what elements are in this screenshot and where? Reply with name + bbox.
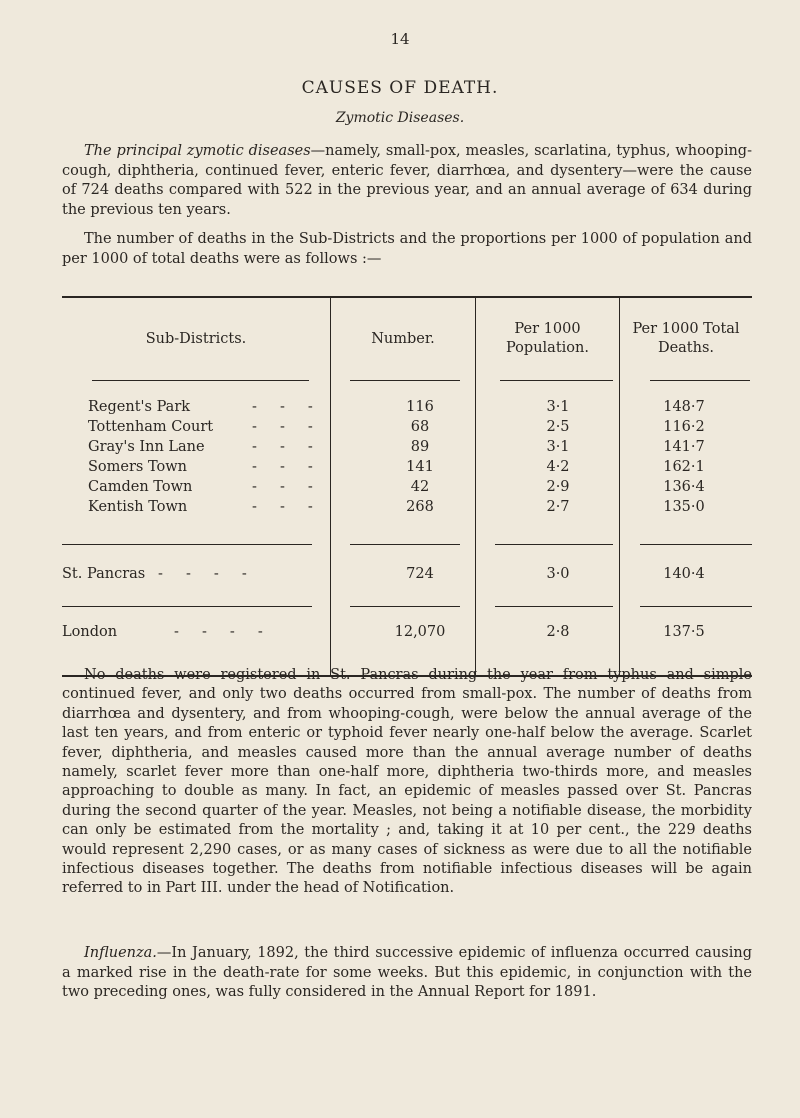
table-row [62, 479, 752, 499]
header-sub-districts: Sub-Districts. [145, 330, 247, 347]
row-separator [495, 544, 613, 545]
header-per-deaths: Per 1000 Total Deaths. [632, 321, 740, 356]
header-per-population: Per 1000 Population. [506, 321, 589, 356]
row-number: 12,070 [394, 624, 446, 640]
row-separator [495, 606, 613, 607]
header-number: Number. [371, 330, 435, 347]
table-row [62, 419, 752, 439]
row-name: Camden Town [88, 479, 193, 495]
paragraph-influenza [62, 944, 752, 1003]
paragraph-body: —In January, 1892, the third successive epidemic of influenza occurred causing a marked rise in the death-rate for some weeks. But this epidemic, in conjunction with the two preceding ones, was fully considered in the Annual Report for 1891. [62, 945, 752, 1001]
row-per-pop: 3·0 [546, 566, 570, 582]
leader-dashes: - - - [252, 399, 313, 415]
row-number: 42 [410, 479, 430, 495]
table-top-rule [62, 296, 752, 298]
row-per-deaths: 141·7 [663, 439, 705, 455]
row-per-pop: 3·1 [546, 399, 570, 415]
row-per-deaths: 137·5 [663, 624, 705, 640]
paragraph-no-deaths: No deaths were registered in St. Pancras during the year from typhus and simple continued fever, and only two deaths occurred from small-pox. The number of deaths from diarrhœa and dysentery, and from whooping-cough, were below the annual average of the last ten years, and from enteric or typhoid fever nearly one-half below the average. Scarlet fever, diphtheria, and measles caused more than the annual average number of deaths namely, scarlet fever more than one-half more, diphtheria two-thirds more, and measles approaching to double as many. In fact, an epidemic of measles passed over St. Pancras during the second quarter of the year. Measles, not being a notifiable disease, the morbidity can only be estimated from the mortality ; and, taking it at 10 per cent., the 229 deaths would represent 2,290 cases, or as many cases of sickness as were due to all the notifiable infectious diseases together. The deaths from notifiable infectious diseases will be again referred to in Part III. under the head of Notification. [62, 667, 752, 897]
row-number: 141 [406, 459, 434, 475]
row-per-deaths: 148·7 [663, 399, 705, 415]
table-row [62, 399, 752, 419]
paragraph-body: —namely, small-pox, measles, scarlatina, typhus, whooping-cough, diphtheria, continued fever, enteric fever, diarrhœa, and dysentery—were the cause of 724 deaths compared with 522 in the previous year, and an annual average of 634 during the previous ten years. [62, 143, 752, 218]
table-row [62, 439, 752, 459]
row-separator [350, 544, 460, 545]
row-separator [640, 544, 752, 545]
row-name: St. Pancras [62, 566, 146, 582]
row-per-pop: 2·8 [546, 624, 570, 640]
leader-dashes: - - - [252, 439, 313, 455]
row-number: 268 [406, 499, 434, 515]
row-name: Somers Town [88, 459, 188, 475]
row-number: 116 [406, 399, 434, 415]
row-per-pop: 2·5 [546, 419, 570, 435]
header-underline [92, 380, 309, 381]
leader-dashes: - - - - [158, 566, 247, 582]
row-name: London [62, 624, 118, 640]
leader-dashes: - - - [252, 419, 313, 435]
paragraph-principal-zymotic [62, 142, 752, 220]
row-number: 724 [406, 566, 434, 582]
row-per-pop: 2·7 [546, 499, 570, 515]
table-row-total [62, 566, 752, 586]
row-name: Tottenham Court [88, 419, 214, 435]
row-separator [62, 544, 312, 545]
table-row [62, 499, 752, 519]
header-underline [650, 380, 750, 381]
header-underline [350, 380, 460, 381]
row-number: 89 [410, 439, 430, 455]
paragraph-subdistricts-intro: The number of deaths in the Sub-Districts and the proportions per 1000 of population and per 1000 of total deaths were as follows :— [62, 231, 752, 267]
header-underline [500, 380, 613, 381]
leader-dashes: - - - [252, 459, 313, 475]
row-name: Regent's Park [88, 399, 191, 415]
page-number: 14 [390, 30, 410, 48]
row-per-pop: 2·9 [546, 479, 570, 495]
row-per-deaths: 140·4 [663, 566, 705, 582]
row-name: Kentish Town [88, 499, 188, 515]
row-separator [62, 606, 312, 607]
leader-dashes: - - - - [174, 624, 263, 640]
page-title: CAUSES OF DEATH. [301, 78, 499, 98]
row-per-deaths: 135·0 [663, 499, 705, 515]
row-number: 68 [410, 419, 430, 435]
row-per-deaths: 162·1 [663, 459, 705, 475]
row-per-deaths: 116·2 [663, 419, 705, 435]
row-separator [640, 606, 752, 607]
paragraph-lead-italic: Influenza. [84, 945, 157, 961]
row-per-deaths: 136·4 [663, 479, 705, 495]
paragraph-lead-italic: The principal zymotic diseases [84, 143, 311, 159]
row-separator [350, 606, 460, 607]
table-row-london [62, 624, 752, 644]
row-name: Gray's Inn Lane [88, 439, 205, 455]
leader-dashes: - - - [252, 479, 313, 495]
table-row [62, 459, 752, 479]
row-per-pop: 4·2 [546, 459, 570, 475]
row-per-pop: 3·1 [546, 439, 570, 455]
section-subtitle: Zymotic Diseases. [335, 110, 465, 126]
leader-dashes: - - - [252, 499, 313, 515]
